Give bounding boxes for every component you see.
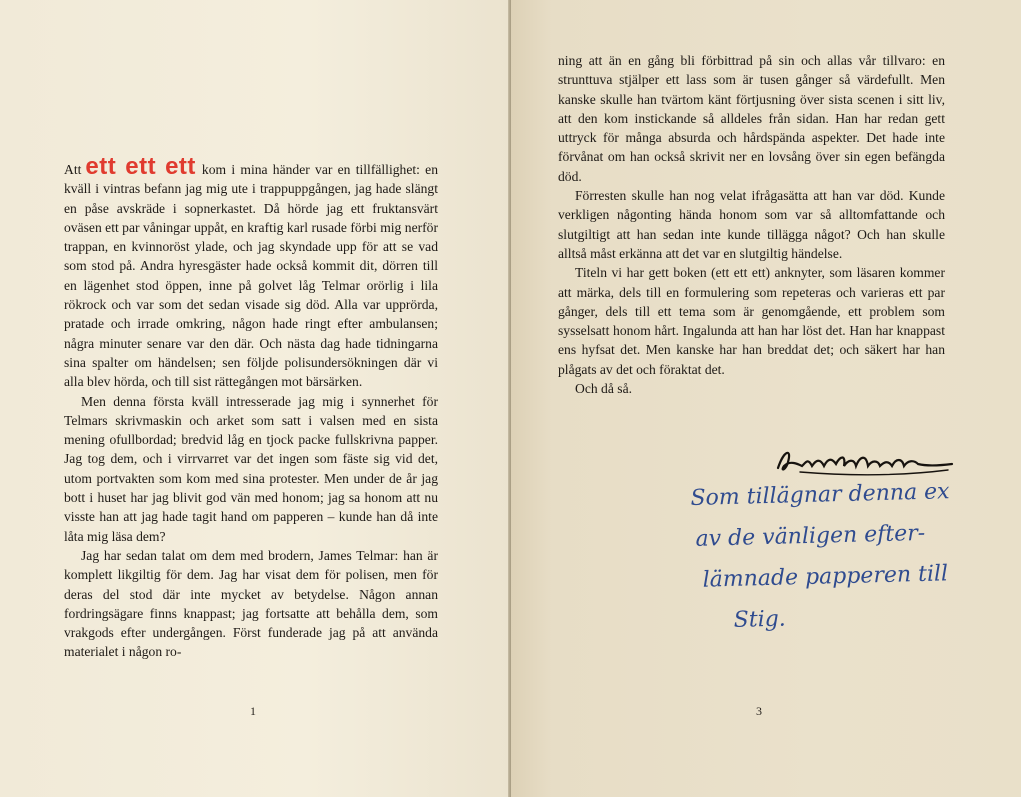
left-page xyxy=(0,0,510,797)
title-lead-word: Att xyxy=(64,162,82,177)
right-paragraph-2: Förresten skulle han nog velat ifrågasätta att han var död. Kunde verkligen någonting hända honom som var så alltomfattande och slutgiltigt att han sedan inte kunde tillägga något? Och han skulle alltså måst erkänna att det var en slutgiltig händelse. xyxy=(558,188,945,261)
right-paragraph-1: ning att än en gång bli förbittrad på sin och allas vår tillvaro: en strunttuva stjälper ett lass som är tusen gånger så värdefullt. Men kanske skulle han tvärtom känt förtjusning över sista scenen i sitt liv, att den kom instickande så alldeles från sidan. Han har redan gett uttryck för många absurda och hårdspända aspekter. Det hade inte förvånat om han också skrivit ner en lovsång över sin egen befängda död. xyxy=(558,53,945,184)
dedication-line-1: Som tillägnar denna ex xyxy=(690,479,950,511)
right-page-text xyxy=(558,51,945,398)
right-paragraph-4: Och då så. xyxy=(575,381,632,397)
left-page-number: 1 xyxy=(250,704,256,718)
dedication-line-3: lämnade papperen till xyxy=(702,561,949,593)
dedication-line-2: av de vänligen efter- xyxy=(695,520,926,552)
book-title-red: ett ett ett xyxy=(85,153,196,180)
handwritten-dedication xyxy=(690,470,984,642)
right-paragraph-3: Titeln vi har gett boken (ett ett ett) anknyter, som läsaren kommer att märka, dels till en formulering som repeteras och varieras ett par gånger, dels till ett tema som är genomgående, ett problem som sysselsatt honom hårt. Ingalunda att han har löst det. Han har knappast ens hyfsat det. Men kanske har han breddat det; och säkert har han plågats av det och föraktat det. xyxy=(558,265,945,377)
right-page-number: 3 xyxy=(756,704,762,718)
paragraph-1-text: kom i mina händer var en tillfällighet: en kväll i vintras befann jag mig ute i trappuppgången, jag hade slängt en påse avskräde i sopnerkastet. Då hörde jag ett fruktansvärt oväsen ett par våningar uppåt, en kraftig karl rusade förbi mig nerför trappan, en kvinnoröst ylade, och jag skyndade upp för att se vad som stod på. Andra hyresgäster hade också kommit dit, dörren till en lägenhet stod öppen, inne på golvet låg Telmar orörlig i lila rökrock och var som det sedan visade sig död. Alla var upprörda, pratade och irrade omkring, någon hade ringt efter ambulansen; några minuter senare var den där. Och nästa dag hade tidningarna sina spalter om händelsen; sen följde polisundersökningen där vi alla blev hörda, och till sist rättegången mot bärsärken. xyxy=(64,162,438,390)
left-page-text xyxy=(64,153,438,662)
dedication-line-4: Stig. xyxy=(733,606,787,633)
paragraph-2: Men denna första kväll intresserade jag mig i synnerhet för Telmars skrivmaskin och arket som satt i valsen med en sista mening ofullbordad; bredvid låg en tjock packe fullskrivna papper. Jag tog dem, och i virrvarret var det ingen som fäste sig vid det, utom portvakten som kom med sina protester. Men under de år jag bott i huset har jag blivit god vän med honom; jag sa honom att nu visste han att jag hade tagit hand om papperen – kunde han då inte låta mig läsa dem? xyxy=(64,393,438,544)
opening-paragraph xyxy=(64,153,438,392)
paragraph-3: Jag har sedan talat om dem med brodern, James Telmar: han är komplett likgiltig för dem. Jag har visat dem för polisen, men för deras del stod där inte mycket av betydelse. Någon annan fordringsägare finns knappast; jag fortsatte att behålla dem, som vrakgods efter undergången. Först funderade jag på att använda materialet i någon ro- xyxy=(64,547,438,660)
